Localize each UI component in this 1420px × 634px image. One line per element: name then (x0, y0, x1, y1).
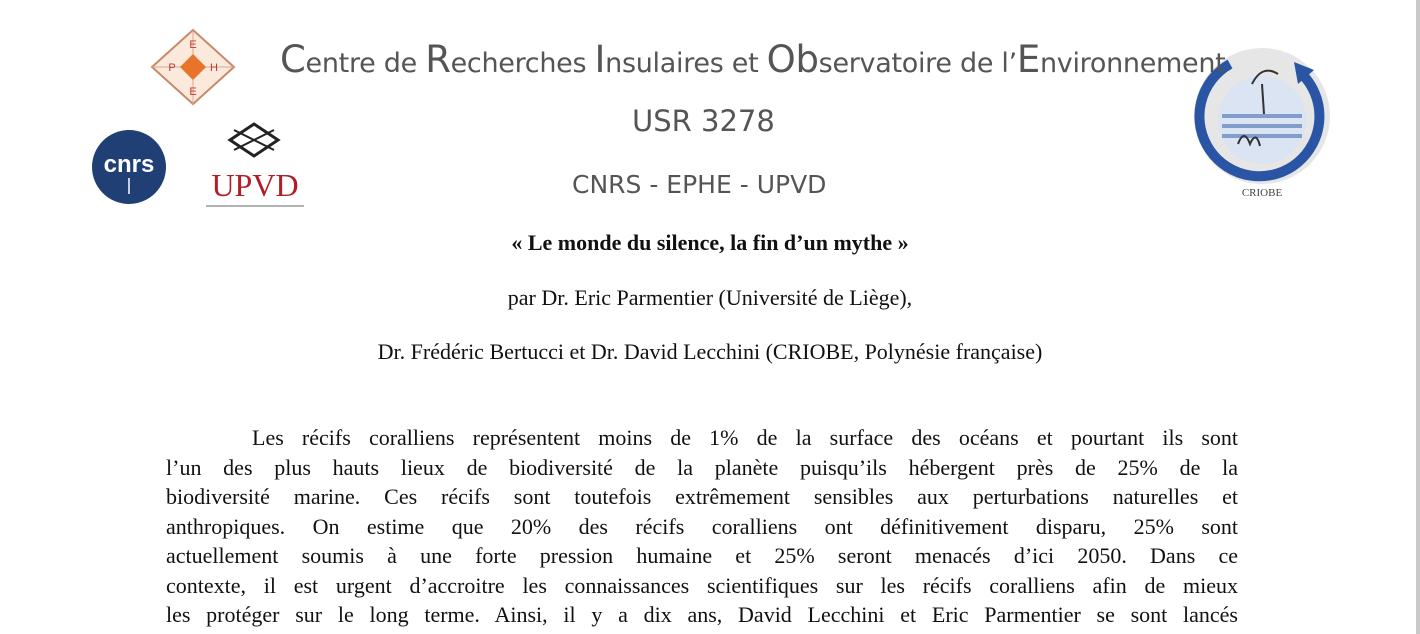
authors-line-1: par Dr. Eric Parmentier (Université de Liège), (507, 285, 913, 310)
body-line: actuellement soumis à une forte pression humaine et 25% seront menacés d’ici 2050. Dans ce (166, 543, 1238, 568)
body-line: biodiversité marine. Ces récifs sont toutefois extrêmement sensibles aux perturbations naturelles et (166, 484, 1238, 509)
upvd-logo-text: UPVD (211, 167, 299, 203)
lab-name-cap-e: E (1016, 38, 1040, 81)
ephe-letter-left: P (168, 62, 176, 74)
institutions-line: CNRS - EPHE - UPVD (572, 170, 827, 199)
body-line: anthropiques. On estime que 20% des récifs coralliens ont définitivement disparu, 25% sont (166, 513, 1238, 539)
lab-name-cap-i: I (594, 38, 606, 81)
ephe-letter-right: H (210, 62, 218, 74)
lab-name-part-2: echerches (450, 48, 595, 79)
lab-name-part-5: nvironnement (1039, 48, 1226, 79)
ephe-letter-bottom: E (189, 86, 197, 98)
lab-name-cap-c: C (280, 38, 306, 81)
cnrs-logo (90, 128, 168, 206)
criobe-logo-text: CRIOBE (1241, 187, 1283, 199)
body-line: les protéger sur le long terme. Ainsi, il y a dix ans, David Lecchini et Eric Parmentier se sont lancés (166, 602, 1238, 627)
body-paragraph (166, 423, 1238, 630)
lab-name-part-4: servatoire de l’ (818, 48, 1017, 79)
body-line: contexte, il est urgent d’accroitre les connaissances scientifiques sur les récifs coralliens afin de mieux (166, 572, 1238, 598)
article-title: « Le monde du silence, la fin d’un mythe » (511, 230, 909, 255)
cnrs-logo-text: cnrs (103, 151, 155, 178)
lab-name-heading (280, 38, 1226, 81)
lab-name-cap-r: R (425, 38, 451, 81)
page-edge (1416, 0, 1420, 634)
ephe-letter-top: E (189, 39, 197, 51)
body-line: l’un des plus hauts lieux de biodiversité de la planète puisqu’ils hébergent près de 25% de la (166, 454, 1238, 480)
authors-line-2: Dr. Frédéric Bertucci et Dr. David Lecchini (CRIOBE, Polynésie française) (377, 339, 1043, 364)
lab-name-part-3: nsulaires et (605, 48, 767, 79)
upvd-logo (196, 118, 314, 214)
unit-code: USR 3278 (632, 104, 775, 138)
lab-name-part-1: entre de (305, 48, 426, 79)
body-line: Les récifs coralliens représentent moins de 1% de la surface des océans et pourtant ils sont (252, 425, 1238, 450)
lab-name-cap-ob: Ob (766, 38, 819, 81)
ephe-logo (150, 28, 236, 106)
